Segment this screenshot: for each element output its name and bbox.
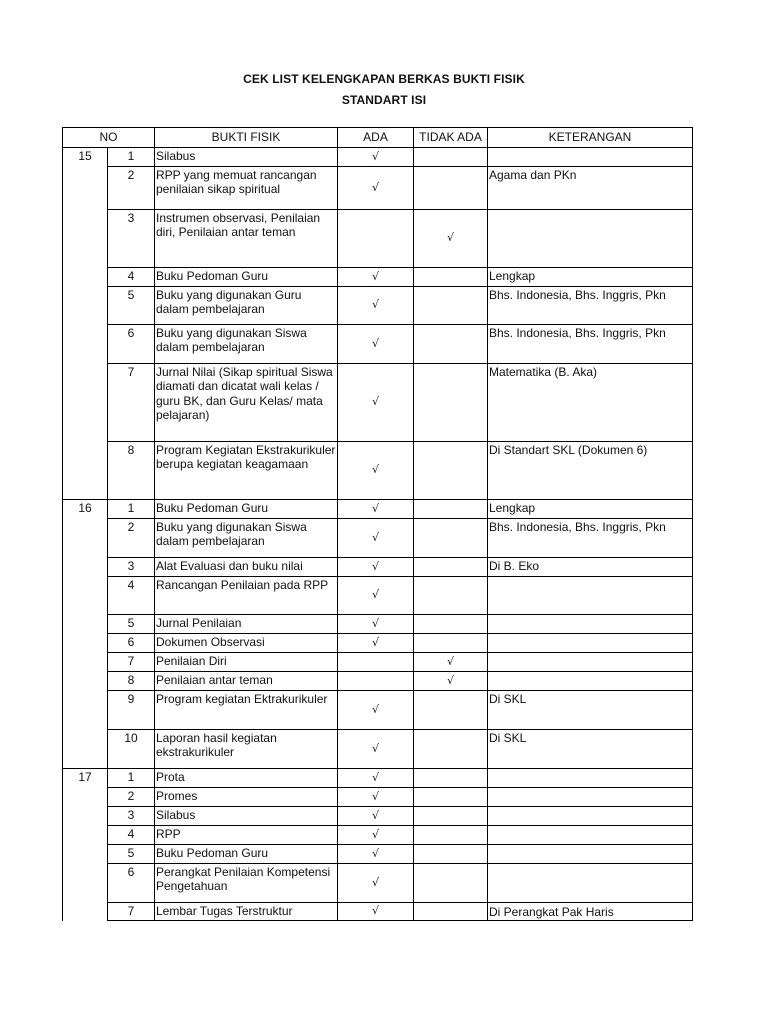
table-row [63, 864, 693, 903]
item-description: Buku yang digunakan Siswa dalam pembelajaran [155, 519, 338, 558]
keterangan-cell: Di SKL [488, 691, 693, 730]
keterangan-cell [488, 577, 693, 615]
item-description: Buku yang digunakan Guru dalam pembelajaran [155, 287, 338, 325]
item-number: 6 [108, 325, 155, 364]
keterangan-cell: Bhs. Indonesia, Bhs. Inggris, Pkn [488, 287, 693, 325]
keterangan-cell [488, 826, 693, 845]
keterangan-cell: Di Standart SKL (Dokumen 6) [488, 442, 693, 500]
check-mark-icon: √ [371, 463, 379, 477]
tidak-ada-cell [414, 287, 488, 325]
document-title: CEK LIST KELENGKAPAN BERKAS BUKTI FISIK [243, 72, 525, 86]
table-header-row [63, 128, 693, 148]
check-mark-icon: √ [371, 702, 379, 716]
item-number: 3 [108, 807, 155, 826]
item-number: 6 [108, 864, 155, 903]
keterangan-cell: Bhs. Indonesia, Bhs. Inggris, Pkn [488, 519, 693, 558]
ada-cell [338, 167, 414, 210]
header-ada: ADA [338, 128, 414, 148]
item-description: Instrumen observasi, Penilaian diri, Penilaian antar teman [155, 210, 338, 268]
item-description: Program Kegiatan Ekstrakurikuler berupa kegiatan keagamaan [155, 442, 338, 500]
keterangan-cell: Di SKL [488, 730, 693, 769]
table-row [63, 148, 693, 167]
item-number: 7 [108, 364, 155, 442]
keterangan-cell: Lengkap [488, 268, 693, 287]
item-description: Silabus [155, 148, 338, 167]
item-description: Rancangan Penilaian pada RPP [155, 577, 338, 615]
item-number: 4 [108, 577, 155, 615]
table-row [63, 558, 693, 577]
table-row [63, 615, 693, 634]
tidak-ada-cell [414, 634, 488, 653]
keterangan-cell: Lengkap [488, 500, 693, 519]
tidak-ada-cell [414, 167, 488, 210]
item-description: Perangkat Penilaian Kompetensi Pengetahuan [155, 864, 338, 903]
table-row [63, 442, 693, 500]
checklist-table [62, 127, 693, 921]
table-row [63, 325, 693, 364]
item-description: Program kegiatan Ektrakurikuler [155, 691, 338, 730]
check-mark-icon: √ [446, 654, 454, 668]
item-description: Promes [155, 788, 338, 807]
tidak-ada-cell [414, 845, 488, 864]
header-bukti-fisik: BUKTI FISIK [155, 128, 338, 148]
item-number: 9 [108, 691, 155, 730]
tidak-ada-cell [414, 826, 488, 845]
keterangan-cell [488, 864, 693, 903]
item-number: 5 [108, 615, 155, 634]
ada-cell [338, 325, 414, 364]
keterangan-cell [488, 634, 693, 653]
item-number: 8 [108, 442, 155, 500]
item-number: 2 [108, 788, 155, 807]
check-mark-icon: √ [371, 741, 379, 755]
item-description: Penilaian antar teman [155, 672, 338, 691]
item-number: 2 [108, 519, 155, 558]
ada-cell [338, 788, 414, 807]
keterangan-cell [488, 148, 693, 167]
check-mark-icon: √ [371, 559, 379, 573]
ada-cell [338, 268, 414, 287]
check-mark-icon: √ [371, 808, 379, 822]
check-mark-icon: √ [371, 770, 379, 784]
tidak-ada-cell [414, 903, 488, 921]
check-mark-icon: √ [446, 673, 454, 687]
table-row [63, 634, 693, 653]
check-mark-icon: √ [371, 789, 379, 803]
check-mark-icon: √ [446, 231, 454, 245]
table-row [63, 788, 693, 807]
table-row [63, 769, 693, 788]
table-row [63, 364, 693, 442]
tidak-ada-cell [414, 519, 488, 558]
item-description: Buku yang digunakan Siswa dalam pembelajaran [155, 325, 338, 364]
ada-cell [338, 672, 414, 691]
check-mark-icon: √ [371, 616, 379, 630]
item-number: 10 [108, 730, 155, 769]
ada-cell [338, 287, 414, 325]
tidak-ada-cell [414, 864, 488, 903]
ada-cell [338, 634, 414, 653]
item-number: 1 [108, 500, 155, 519]
keterangan-cell: Agama dan PKn [488, 167, 693, 210]
table-row [63, 167, 693, 210]
item-number: 7 [108, 653, 155, 672]
tidak-ada-cell [414, 807, 488, 826]
check-mark-icon: √ [371, 846, 379, 860]
table-row [63, 577, 693, 615]
table-row [63, 903, 693, 921]
item-description: Lembar Tugas Terstruktur [155, 903, 338, 921]
ada-cell [338, 807, 414, 826]
ada-cell [338, 519, 414, 558]
ada-cell [338, 364, 414, 442]
tidak-ada-cell [414, 442, 488, 500]
check-mark-icon: √ [371, 530, 379, 544]
item-description: Jurnal Penilaian [155, 615, 338, 634]
table-row [63, 730, 693, 769]
item-description: Penilaian Diri [155, 653, 338, 672]
table-row [63, 519, 693, 558]
item-number: 3 [108, 210, 155, 268]
item-number: 1 [108, 769, 155, 788]
item-description: Dokumen Observasi [155, 634, 338, 653]
check-mark-icon: √ [371, 336, 379, 350]
tidak-ada-cell [414, 325, 488, 364]
tidak-ada-cell [414, 577, 488, 615]
keterangan-cell [488, 672, 693, 691]
item-description: Buku Pedoman Guru [155, 845, 338, 864]
item-description: Jurnal Nilai (Sikap spiritual Siswa diamati dan dicatat wali kelas / guru BK, dan Guru Kelas/ mata pelajaran) [155, 364, 338, 442]
header-no: NO [63, 128, 155, 148]
ada-cell [338, 730, 414, 769]
tidak-ada-cell [414, 210, 488, 268]
ada-cell [338, 845, 414, 864]
tidak-ada-cell [414, 730, 488, 769]
keterangan-cell: Di B. Eko [488, 558, 693, 577]
check-mark-icon: √ [371, 501, 379, 515]
item-description: Prota [155, 769, 338, 788]
check-mark-icon: √ [371, 180, 379, 194]
item-number: 5 [108, 287, 155, 325]
item-description: Laporan hasil kegiatan ekstrakurikuler [155, 730, 338, 769]
check-mark-icon: √ [371, 827, 379, 841]
ada-cell [338, 577, 414, 615]
keterangan-cell: Matematika (B. Aka) [488, 364, 693, 442]
header-keterangan: KETERANGAN [488, 128, 693, 148]
item-number: 4 [108, 268, 155, 287]
keterangan-cell [488, 615, 693, 634]
ada-cell [338, 442, 414, 500]
table-row [63, 826, 693, 845]
item-description: Buku Pedoman Guru [155, 268, 338, 287]
tidak-ada-cell [414, 268, 488, 287]
tidak-ada-cell [414, 558, 488, 577]
check-mark-icon: √ [371, 149, 379, 163]
table-row [63, 845, 693, 864]
keterangan-cell: Bhs. Indonesia, Bhs. Inggris, Pkn [488, 325, 693, 364]
table-body [63, 148, 693, 921]
tidak-ada-cell [414, 788, 488, 807]
item-number: 8 [108, 672, 155, 691]
ada-cell [338, 769, 414, 788]
table-row [63, 500, 693, 519]
check-mark-icon: √ [371, 875, 379, 889]
keterangan-cell [488, 210, 693, 268]
keterangan-cell [488, 845, 693, 864]
tidak-ada-cell [414, 769, 488, 788]
table-row [63, 287, 693, 325]
item-number: 1 [108, 148, 155, 167]
ada-cell [338, 691, 414, 730]
table-row [63, 653, 693, 672]
keterangan-cell: Di Perangkat Pak Haris [488, 903, 693, 921]
item-number: 3 [108, 558, 155, 577]
tidak-ada-cell [414, 691, 488, 730]
tidak-ada-cell [414, 615, 488, 634]
ada-cell [338, 864, 414, 903]
ada-cell [338, 500, 414, 519]
table-row [63, 210, 693, 268]
item-description: Alat Evaluasi dan buku nilai [155, 558, 338, 577]
tidak-ada-cell [414, 500, 488, 519]
check-mark-icon: √ [371, 269, 379, 283]
ada-cell [338, 903, 414, 921]
tidak-ada-cell [414, 653, 488, 672]
ada-cell [338, 615, 414, 634]
item-number: 2 [108, 167, 155, 210]
ada-cell [338, 148, 414, 167]
table-row [63, 268, 693, 287]
tidak-ada-cell [414, 148, 488, 167]
item-number: 4 [108, 826, 155, 845]
group-number: 15 [63, 148, 108, 500]
tidak-ada-cell [414, 672, 488, 691]
table-row [63, 807, 693, 826]
item-description: RPP [155, 826, 338, 845]
document-subtitle: STANDART ISI [341, 93, 427, 107]
ada-cell [338, 826, 414, 845]
check-mark-icon: √ [371, 298, 379, 312]
tidak-ada-cell [414, 364, 488, 442]
item-number: 6 [108, 634, 155, 653]
ada-cell [338, 210, 414, 268]
header-tidak-ada: TIDAK ADA [414, 128, 488, 148]
item-description: RPP yang memuat rancangan penilaian sikap spiritual [155, 167, 338, 210]
ada-cell [338, 558, 414, 577]
group-number: 17 [63, 769, 108, 921]
item-description: Buku Pedoman Guru [155, 500, 338, 519]
item-number: 5 [108, 845, 155, 864]
keterangan-cell [488, 769, 693, 788]
check-mark-icon: √ [371, 904, 379, 917]
keterangan-cell [488, 788, 693, 807]
ada-cell [338, 653, 414, 672]
table-row [63, 672, 693, 691]
table-row [63, 691, 693, 730]
keterangan-cell [488, 653, 693, 672]
item-number: 7 [108, 903, 155, 921]
group-number: 16 [63, 500, 108, 769]
check-mark-icon: √ [371, 635, 379, 649]
keterangan-cell [488, 807, 693, 826]
check-mark-icon: √ [371, 395, 379, 409]
item-description: Silabus [155, 807, 338, 826]
check-mark-icon: √ [371, 588, 379, 602]
